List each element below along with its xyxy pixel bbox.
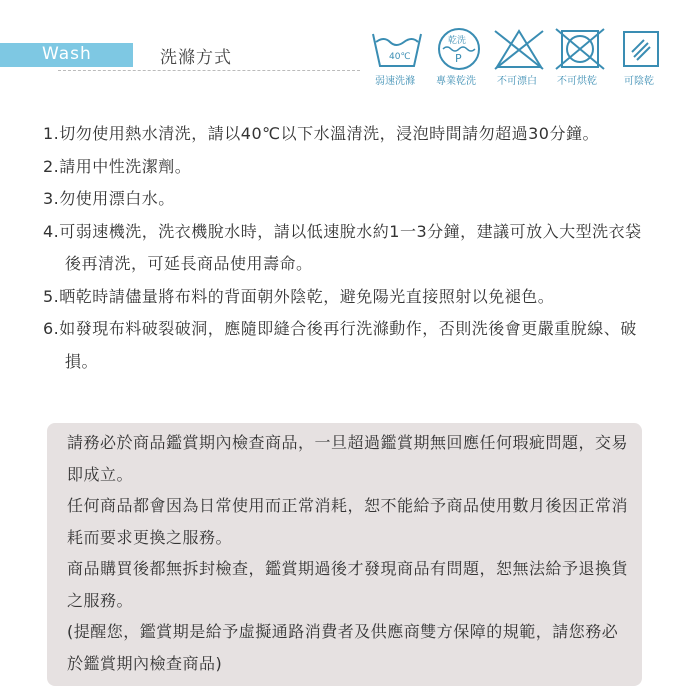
no-tumble-dry-icon [554, 27, 606, 71]
instruction-item: 3.勿使用漂白水。 [43, 189, 175, 208]
notice-box [47, 423, 642, 686]
care-label: 弱速洗滌 [375, 76, 415, 87]
care-label: 不可烘乾 [557, 76, 597, 87]
care-label: 不可漂白 [497, 76, 537, 87]
instruction-item: 5.晒乾時請儘量將布料的背面朝外陰乾，避免陽光直接照射以免褪色。 [43, 286, 555, 306]
dry-clean-mark: 乾洗 [448, 36, 467, 46]
instruction-item: 1.切勿使用熱水清洗，請以40℃以下水溫清洗，浸泡時間請勿超過30分鐘。 [43, 124, 599, 143]
washtub-40-icon [370, 30, 424, 70]
no-bleach-icon [491, 27, 547, 71]
instruction-item: 2.請用中性洗潔劑。 [43, 156, 192, 176]
care-label: 專業乾洗 [436, 76, 476, 87]
temp-mark: 40℃ [389, 52, 411, 62]
p-mark: P [455, 52, 462, 65]
notice-paragraph: 請務必於商品鑑賞期內檢查商品，一旦超過鑑賞期無回應任何瑕疵問題，交易即成立。 [67, 433, 629, 484]
notice-paragraph: 任何商品都會因為日常使用而正常消耗，恕不能給予商品使用數月後因正常消耗而要求更換之服務。 [67, 496, 629, 547]
section-title: 洗滌方式 [160, 48, 232, 68]
divider [58, 70, 360, 71]
notice-paragraph: 商品購買後都無拆封檢查，鑑賞期過後才發現商品有問題，恕無法給予退換貨之服務。 [67, 559, 629, 610]
notice-paragraph: (提醒您，鑑賞期是給予虛擬通路消費者及供應商雙方保障的規範，請您務必於鑑賞期內檢查商品) [67, 622, 619, 673]
care-label: 可陰乾 [624, 76, 654, 87]
wash-instructions [43, 118, 643, 378]
dry-clean-p-icon [437, 27, 481, 71]
instruction-item: 4.可弱速機洗，洗衣機脫水時，請以低速脫水約1一3分鐘，建議可放入大型洗衣袋後再清洗，可延長商品使用壽命。 [43, 221, 642, 273]
wash-label: Wash [42, 44, 92, 64]
instruction-item: 6.如發現布料破裂破洞，應隨即縫合後再行洗滌動作，否則洗後會更嚴重脫線、破損。 [43, 319, 637, 371]
shade-dry-icon [622, 30, 662, 70]
